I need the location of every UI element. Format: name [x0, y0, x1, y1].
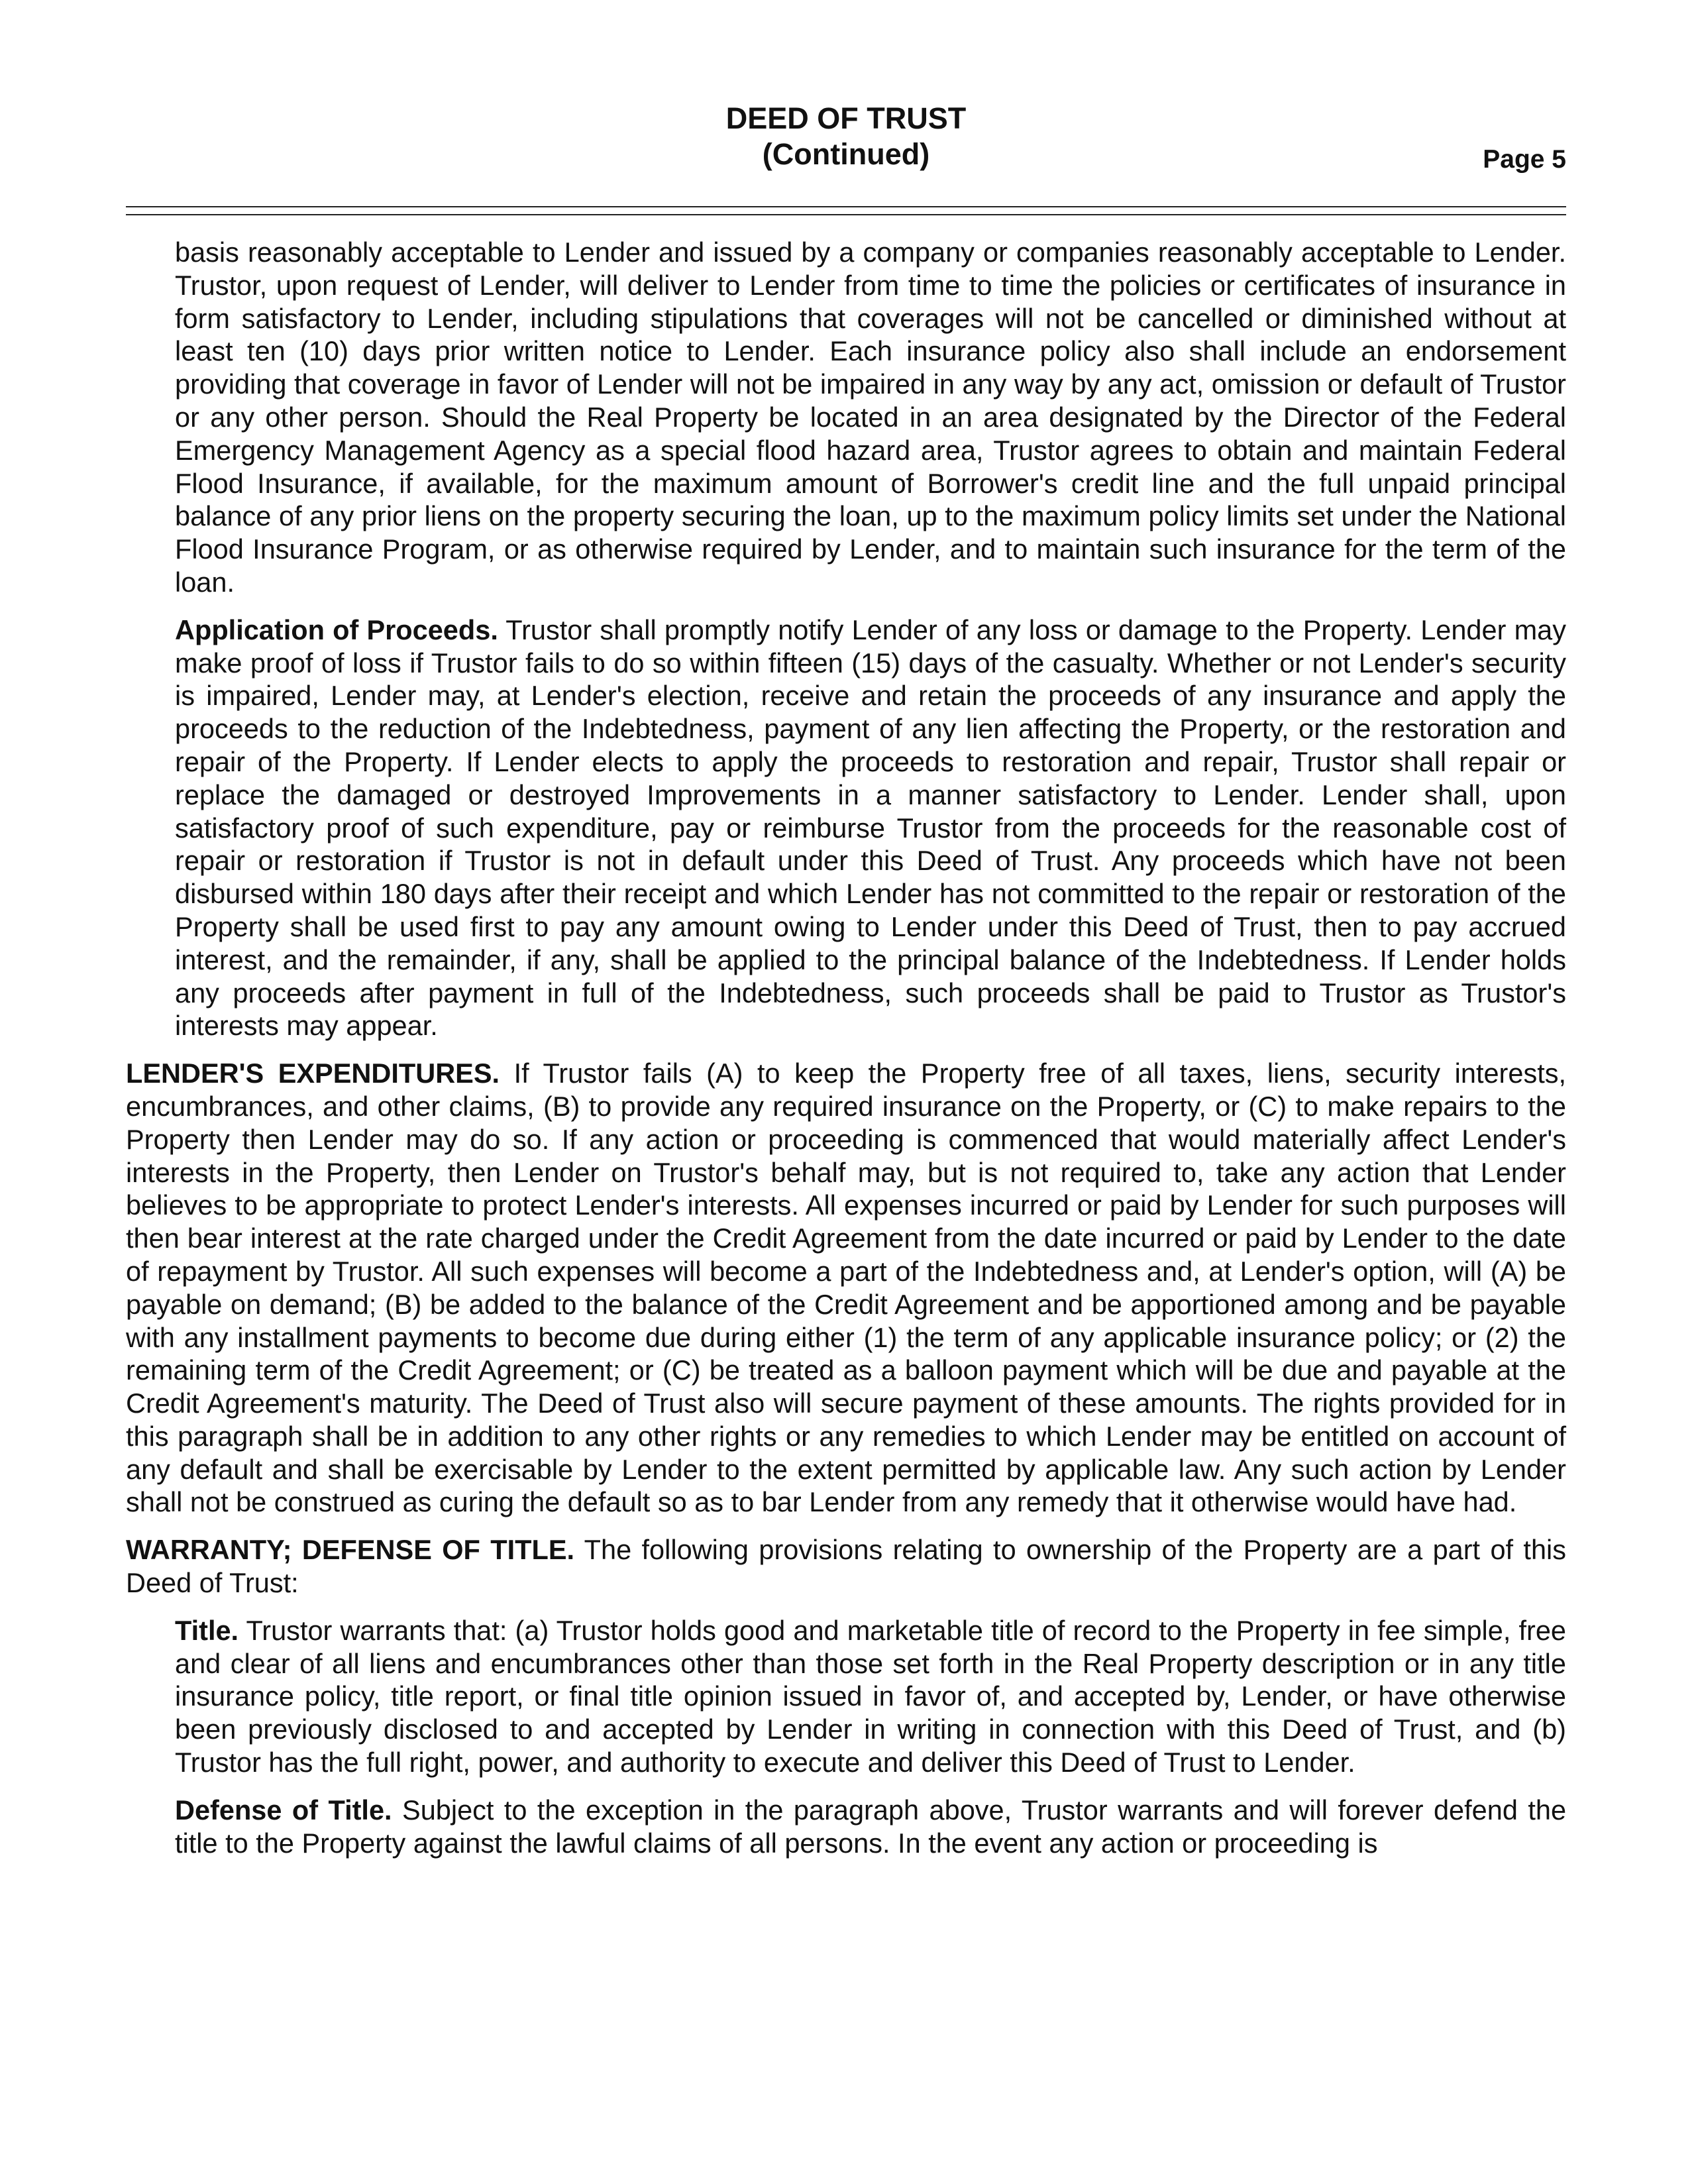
document-subtitle: (Continued): [762, 137, 930, 171]
application-of-proceeds-text: Trustor shall promptly notify Lender of any loss or damage to the Property. Lender may make proof of loss if Trustor fails to do so within fifteen (15) days of the casualty. Whether or not Lender's security is impaired, Lender may, at Lender's election, receive and retain the proceeds of any insurance and apply the proceeds to the reduction of the Indebtedness, payment of any lien affecting the Property, or the restoration and repair of the Property. If Lender elects to apply the proceeds to restoration and repair, Trustor shall repair or replace the damaged or destroyed Improvements in a manner satisfactory to Lender. Lender shall, upon satisfactory proof of such expenditure, pay or reimburse Trustor from the proceeds for the reasonable cost of repair or restoration if Trustor is not in default under this Deed of Trust. Any proceeds which have not been disbursed within 180 days after their receipt and which Lender has not committed to the repair or restoration of the Property shall be used first to pay any amount owing to Lender under this Deed of Trust, then to pay accrued interest, and the remainder, if any, shall be applied to the principal balance of the Indebtedness. If Lender holds any proceeds after payment in full of the Indebtedness, such proceeds shall be paid to Trustor as Trustor's interests may appear.: [175, 614, 1566, 1042]
warranty-defense-of-title-paragraph: [126, 1533, 1566, 1600]
warranty-defense-of-title-text: The following provisions relating to ownership of the Property are a part of this Deed of Trust:: [126, 1534, 1567, 1599]
title-heading: Title.: [175, 1614, 239, 1646]
insurance-paragraph-text: basis reasonably acceptable to Lender and issued by a company or companies reasonably acceptable to Lender. Trustor, upon request of Lender, will deliver to Lender from time to time the policies or certificates of insurance in form satisfactory to Lender, including stipulations that coverages will not be cancelled or diminished without at least ten (10) days prior written notice to Lender. Each insurance policy also shall include an endorsement providing that coverage in favor of Lender will not be impaired in any way by any act, omission or default of Trustor or any other person. Should the Real Property be located in an area designated by the Director of the Federal Emergency Management Agency as a special flood hazard area, Trustor agrees to obtain and maintain Federal Flood Insurance, if available, for the maximum amount of Borrower's credit line and the full unpaid principal balance of any prior liens on the property securing the loan, up to the maximum policy limits set under the National Flood Insurance Program, or as otherwise required by Lender, and to maintain such insurance for the term of the loan.: [175, 237, 1566, 598]
lenders-expenditures-paragraph: [126, 1057, 1566, 1519]
application-of-proceeds-paragraph: [175, 614, 1566, 1042]
header-rule-top: [126, 206, 1566, 207]
lenders-expenditures-text: If Trustor fails (A) to keep the Property free of all taxes, liens, security interests, encumbrances, and other claims, (B) to provide any required insurance on the Property, or (C) to make repairs to the Property then Lender may do so. If any action or proceeding is commenced that would materially affect Lender's interests in the Property, then Lender on Trustor's behalf may, but is not required to, take any action that Lender believes to be appropriate to protect Lender's interests. All expenses incurred or paid by Lender for such purposes will then bear interest at the rate charged under the Credit Agreement from the date incurred or paid by Lender to the date of repayment by Trustor. All such expenses will become a part of the Indebtedness and, at Lender's option, will (A) be payable on demand; (B) be added to the balance of the Credit Agreement and be apportioned among and be payable with any installment payments to become due during either (1) the term of any applicable insurance policy; or (2) the remaining term of the Credit Agreement; or (C) be treated as a balloon payment which will be due and payable at the Credit Agreement's maturity. The Deed of Trust also will secure payment of these amounts. The rights provided for in this paragraph shall be in addition to any other rights or any remedies to which Lender may be entitled on account of any default and shall be exercisable by Lender to the extent permitted by applicable law. Any such action by Lender shall not be construed as curing the default so as to bar Lender from any remedy that it otherwise would have had.: [126, 1058, 1567, 1518]
page-number: Page 5: [1483, 145, 1566, 174]
title-paragraph: [175, 1614, 1566, 1779]
document-title: DEED OF TRUST: [725, 101, 967, 135]
defense-of-title-text: Subject to the exception in the paragraph above, Trustor warrants and will forever defend the title to the Property against the lawful claims of all persons. In the event any action or proceeding is: [175, 1794, 1567, 1859]
insurance-paragraph: [175, 236, 1566, 599]
application-of-proceeds-heading: Application of Proceeds.: [175, 614, 498, 645]
lenders-expenditures-heading: LENDER'S EXPENDITURES.: [126, 1058, 500, 1089]
title-text: Trustor warrants that: (a) Trustor holds good and marketable title of record to the Property in fee simple, free and clear of all liens and encumbrances other than those set forth in the Real Property description or in any title insurance policy, title report, or final title opinion issued in favor of, and accepted by, Lender, or have otherwise been previously disclosed to and accepted by Lender in writing in connection with this Deed of Trust, and (b) Trustor has the full right, power, and authority to execute and deliver this Deed of Trust to Lender.: [175, 1614, 1566, 1778]
page-header: [126, 101, 1566, 180]
warranty-defense-of-title-heading: WARRANTY; DEFENSE OF TITLE.: [126, 1534, 575, 1566]
defense-of-title-paragraph: [175, 1794, 1566, 1860]
document-body: [126, 236, 1566, 1874]
defense-of-title-heading: Defense of Title.: [175, 1794, 392, 1826]
header-rule-bottom: [126, 214, 1566, 215]
